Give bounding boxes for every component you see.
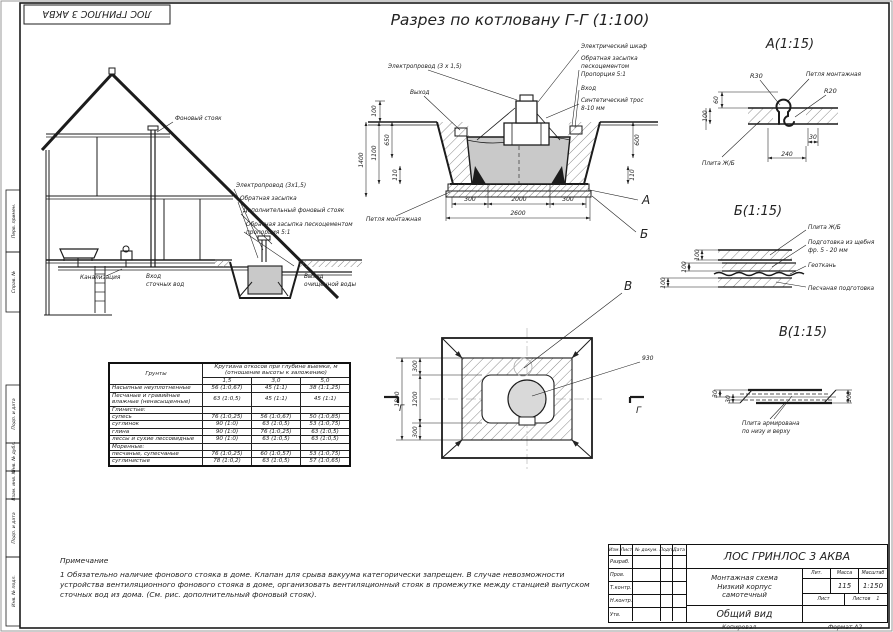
callout-b: Б [640, 227, 649, 241]
stamp-row-nkontr: Н.контр. [609, 595, 633, 607]
stamp-org-cell [803, 606, 887, 622]
label-extra-stack: Дополнительный фоновый стояк [243, 208, 345, 214]
table-col0-header: Грунты [109, 363, 203, 385]
plan-dim-930: 930 [642, 355, 654, 362]
label-pit-cem2: пескоцементом [581, 64, 630, 70]
stamp-sheets-label: Листов [852, 597, 871, 603]
side-label-0: Перв. примен. [12, 203, 17, 239]
dim-1400: 1400 [358, 152, 365, 168]
detail-a-loop: Петля монтажная [806, 72, 862, 78]
table-sub1: 1,5 [203, 377, 252, 384]
detail-a-d100: 100 [702, 110, 709, 122]
section-letter-right: Г [636, 406, 642, 416]
label-inlet-2: сточных вод [146, 282, 185, 288]
stamp-view-name: Общий вид [687, 606, 803, 622]
stamp-doc-line3: самотечный [722, 591, 767, 600]
label-vent-stack: Фоновый стояк [175, 116, 222, 122]
title-block [608, 544, 888, 623]
side-label-5: Подп. и дата [12, 512, 17, 544]
label-sewer: Канализация [80, 275, 121, 281]
dim-100: 100 [371, 105, 378, 117]
dim-300-left: 300 [464, 196, 476, 203]
stamp-lit-label: Лит. [803, 569, 831, 578]
soil-slope-table [108, 362, 351, 467]
stamp-sheet-label: Лист [803, 594, 845, 605]
stamp-row-prov: Пров. [609, 569, 633, 581]
detail-a-title: А(1:15) [765, 37, 815, 52]
table-row: супесь 76 (1:0,25) 56 (1:0,67) 50 (1:0,85) [109, 413, 350, 420]
detail-b-gravel1: Подготовка из щебня [808, 240, 875, 246]
stamp-copied: Копировал [722, 624, 757, 631]
plan-dim-300-top: 300 [412, 360, 419, 372]
label-pit-cem1: Обратная засыпка [581, 56, 638, 62]
dim-110-right: 110 [629, 169, 636, 181]
table-row: Насыпные неуплотненные 56 (1:0,67) 45 (1:1) 38 (1:1,25) [109, 385, 350, 392]
drawing-title: Разрез по котловану Г-Г (1:100) [390, 11, 650, 29]
detail-b [662, 230, 806, 287]
side-label-2: Подп. и дата [12, 398, 17, 430]
detail-b-geo: Геоткань [808, 263, 836, 269]
stamp-title: ЛОС ГРИНЛОС 3 АКВА [687, 545, 887, 569]
table-row: Песчаные и гравийные влажные (ненасыщенные) 63 (1:0,5) 45 (1:1) 45 (1:1) [109, 392, 350, 406]
detail-b-slab: Плита Ж/Б [808, 225, 841, 231]
detail-a-r20: R20 [824, 87, 837, 95]
note-title: Примечание [60, 556, 109, 565]
label-pit-cabinet: Электрический шкаф [581, 44, 648, 50]
stamp-doc-name [687, 569, 803, 605]
section-letter-left: Г [399, 404, 405, 414]
stamp-row-razrab: Разраб. [609, 556, 633, 568]
plan-dim-1800: 1800 [394, 391, 401, 407]
stamp-lit-value [803, 579, 831, 594]
label-pit-in: Вход [581, 86, 596, 92]
note-line2: устройства вентиляционного фонового стояка в доме, организовать вентиляционный стояк в промежутке между станцией выпуском [60, 579, 590, 589]
detail-a-slab: Плита Ж/Б [702, 161, 735, 167]
detail-b-d100-3: 100 [660, 277, 667, 289]
bathtub [60, 249, 98, 261]
table-sub2: 3,0 [252, 377, 301, 384]
label-outlet-1: Выход [304, 274, 324, 280]
detail-v-note1: Плита армирована [742, 421, 800, 427]
detail-v-d30-1: 30 [712, 390, 719, 398]
label-pit-rope1: Синтетический трос [581, 98, 644, 104]
stamp-doc-line2: Низкий корпус [717, 582, 772, 591]
dim-300-right: 300 [562, 196, 574, 203]
dim-1100: 1100 [371, 145, 378, 161]
table-sub3: 5,0 [301, 377, 351, 384]
table-row: лессы и сухие лессовидные 90 (1:0) 63 (1:0,5) 63 (1:0,5) [109, 436, 350, 443]
detail-a-d30: 30 [809, 134, 817, 141]
label-pit-loop: Петля монтажная [366, 217, 422, 223]
label-house-wire: Электропровод (3х1,5) [236, 183, 307, 189]
stamp-scale-label: Масштаб [861, 570, 885, 576]
table-row: суглинок 90 (1:0) 63 (1:0,5) 53 (1:0,75) [109, 421, 350, 428]
dim-2600: 2600 [510, 210, 526, 217]
label-pit-rope2: 8-10 мм [581, 106, 605, 112]
stamp-mass-value: 115 [831, 579, 859, 594]
stamp-format: Формат А2 [828, 624, 863, 631]
label-house-cement2: пропорция 5:1 [246, 230, 291, 236]
dim-110-left: 110 [392, 169, 399, 181]
label-pit-out: Выход [410, 90, 430, 96]
plan-dim-1200: 1200 [412, 391, 419, 407]
detail-a [706, 79, 838, 162]
stamp-col-izm: Изм. [609, 545, 621, 555]
stamp-sheets-value: 1 [876, 597, 880, 603]
detail-v-d30-2: 30 [725, 395, 732, 403]
callout-a: А [642, 193, 651, 207]
detail-b-d100-1: 100 [694, 249, 701, 261]
side-label-3: Инв. № дубл. [12, 441, 17, 473]
stamp-col-podp: Подп. [661, 545, 673, 555]
label-pit-wire: Электропровод (3 х 1,5) [388, 64, 462, 70]
top-stamp-rotated: ЛОС ГРИНЛОС 3 АКВА [42, 8, 152, 19]
table-row: глина 90 (1:0) 76 (1:0,25) 63 (1:0,5) [109, 428, 350, 435]
table-main-header: Крутизна откосов при глубине выемки, м (отношение высоты к заложению) [203, 363, 351, 377]
callout-v: В [624, 279, 633, 293]
label-outlet-2: очищенной воды [304, 282, 357, 288]
detail-b-sand: Песчаная подготовка [808, 286, 875, 292]
stamp-row-tkontr: Т.контр. [609, 582, 633, 594]
detail-v [714, 390, 852, 419]
detail-v-d100: 100 [846, 391, 853, 403]
detail-b-d100-2: 100 [681, 261, 688, 273]
label-house-backfill: Обратная засыпка [240, 196, 297, 202]
detail-a-r30: R30 [750, 72, 763, 80]
dim-600: 600 [634, 134, 641, 146]
dim-650: 650 [384, 134, 391, 146]
plan-view [384, 293, 644, 470]
detail-a-d240: 240 [781, 151, 793, 158]
manhole-circle [508, 380, 546, 418]
stamp-col-doc: № докум. [633, 545, 661, 555]
label-inlet-1: Вход [146, 274, 161, 280]
note-line1: 1 Обязательно наличие фонового стояка в доме. Клапан для срыва вакуума категорически запрещен. В случае невозможности [60, 569, 565, 579]
stamp-mass-label: Масса [831, 569, 859, 578]
stamp-row-utv: Утв. [609, 608, 633, 621]
detail-v-note2: по низу и верху [742, 429, 791, 435]
side-label-6: Инв. № подл. [12, 575, 17, 607]
table-row: Моренные: [109, 443, 350, 450]
stamp-col-list: Лист [621, 545, 633, 555]
detail-v-title: В(1:15) [778, 325, 828, 340]
detail-a-d60: 60 [713, 96, 720, 104]
toilet [121, 246, 132, 260]
table-row: суглинистые 78 (1:0,2) 63 (1:0,5) 57 (1:0,65) [109, 458, 350, 466]
label-pit-cem3: Пропорция 5:1 [581, 72, 626, 78]
stamp-col-data: Дата [673, 547, 685, 553]
stamp-scale-value: 1:150 [862, 582, 884, 591]
side-label-1: Справ. № [12, 270, 17, 294]
table-row: Глинистые: [109, 406, 350, 413]
note-line3: сточных вод из дома. (См. рис. дополнительный фоновый стояк). [60, 589, 317, 599]
side-label-4: Взам. инв. № [12, 469, 17, 501]
label-house-cement1: Обратная засыпка пескоцементом [246, 222, 353, 228]
stamp-doc-line1: Монтажная схема [711, 573, 778, 582]
dim-2000: 2000 [511, 196, 527, 203]
plan-dim-300-bot: 300 [412, 426, 419, 438]
detail-b-gravel2: фр. 5 - 20 мм [808, 248, 848, 254]
detail-b-title: Б(1:15) [733, 204, 783, 219]
title-block-signatures [609, 545, 687, 622]
table-row: песчаные, супесчаные 76 (1:0,25) 60 (1:0,57) 53 (1:0,75) [109, 451, 350, 458]
